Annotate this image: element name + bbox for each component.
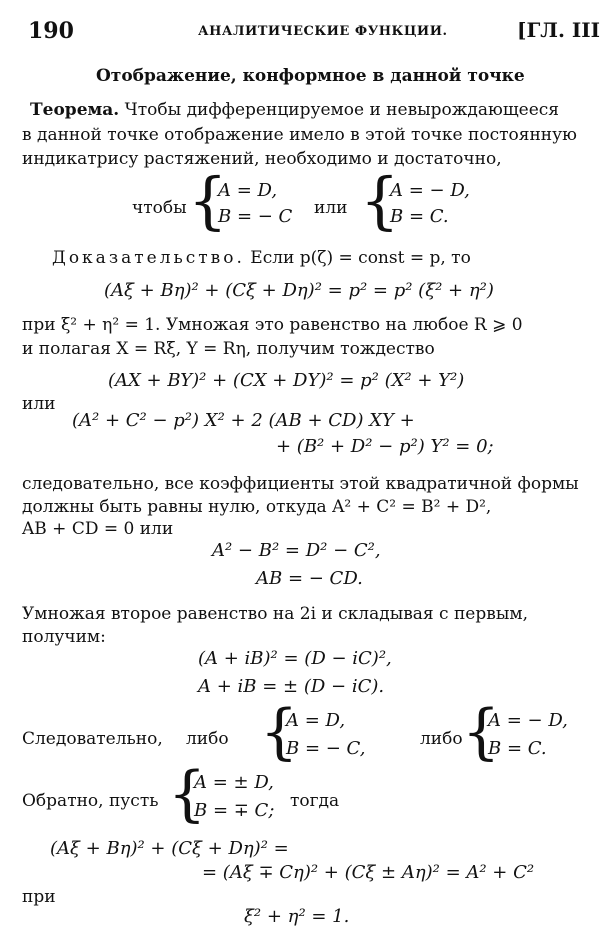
equation-8-part-1: (Aξ + Bη)² + (Cξ + Dη)² = [50,838,289,859]
left-brace: { [260,697,299,767]
text-sled-word: Следовательно, [22,729,163,749]
equation-5: AB = − CD. [256,568,363,589]
text-sled-1: следовательно, все коэффициенты этой квадратичной формы [22,474,579,494]
running-title: АНАЛИТИЧЕСКИЕ ФУНКЦИИ. [198,24,448,39]
equation-3-part-2: + (B² + D² − p²) Y² = 0; [276,436,494,457]
theorem-text-1: Чтобы дифференцируемое и невырождающееся [119,100,560,120]
text-mult-2: получим: [22,627,106,647]
system-1-line-1: A = D, [218,180,278,201]
left-brace: { [360,164,400,237]
proof-intro: Если p(ζ) = const = p, то [244,248,471,268]
theorem-line-1 [22,100,559,120]
system-4-line-2: B = C. [488,738,547,759]
equation-1: (Aξ + Bη)² + (Cξ + Dη)² = p² = p² (ξ² + η²) [104,280,494,301]
system-1-line-2: B = − C [218,206,293,227]
system-5-line-2: B = ∓ C; [194,800,275,821]
proof-label: Доказательство. [52,248,245,268]
equation-8-part-2: = (Aξ ∓ Cη)² + (Cξ ± Aη)² = A² + C² [202,862,535,883]
equation-9: ξ² + η² = 1. [244,906,350,927]
system-4-line-1: A = − D, [488,710,568,731]
theorem-line-3: индикатрису растяжений, необходимо и достаточно, [22,149,502,169]
theorem-line-2: в данной точке отображение имело в этой точке постоянную [22,125,577,145]
equation-3-part-1: (A² + C² − p²) X² + 2 (AB + CD) XY + [72,410,415,431]
cond-prefix: чтобы [132,198,187,218]
equation-6: (A + iB)² = (D − iC)², [198,648,392,669]
system-2-line-2: B = C. [390,206,449,227]
chapter-marker: [ГЛ. III [517,18,600,42]
text-polagaya: и полагая X = Rξ, Y = Rη, получим тождество [22,339,435,359]
text-sled-3: AB + CD = 0 или [22,519,174,539]
section-title: Отображение, конформное в данной точке [96,66,525,86]
left-brace: { [188,164,228,237]
theorem-label: Теорема. [30,100,120,120]
page-number: 190 [28,18,74,44]
proof-line [52,248,471,268]
text-togda: тогда [290,791,340,811]
system-3-line-2: B = − C, [286,738,366,759]
system-2-line-1: A = − D, [390,180,470,201]
equation-2: (AX + BY)² + (CX + DY)² = p² (X² + Y²) [108,370,465,391]
word-ili: или [22,394,56,414]
text-obratno: Обратно, пусть [22,791,159,811]
equation-7: A + iB = ± (D − iC). [198,676,385,697]
text-libo-2: либо [420,729,463,749]
system-3-line-1: A = D, [286,710,346,731]
cond-or: или [314,198,348,218]
system-5-line-1: A = ± D, [194,772,274,793]
left-brace: { [462,697,501,767]
text-mult-1: Умножая второе равенство на 2i и складывая с первым, [22,604,528,624]
text-libo-1: либо [186,729,229,749]
word-pri: при [22,887,56,907]
equation-4: A² − B² = D² − C², [212,540,381,561]
text-sled-2: должны быть равны нулю, откуда A² + C² = B² + D², [22,497,492,517]
left-brace: { [168,759,207,829]
text-pri: при ξ² + η² = 1. Умножая это равенство на любое R ⩾ 0 [22,315,523,335]
